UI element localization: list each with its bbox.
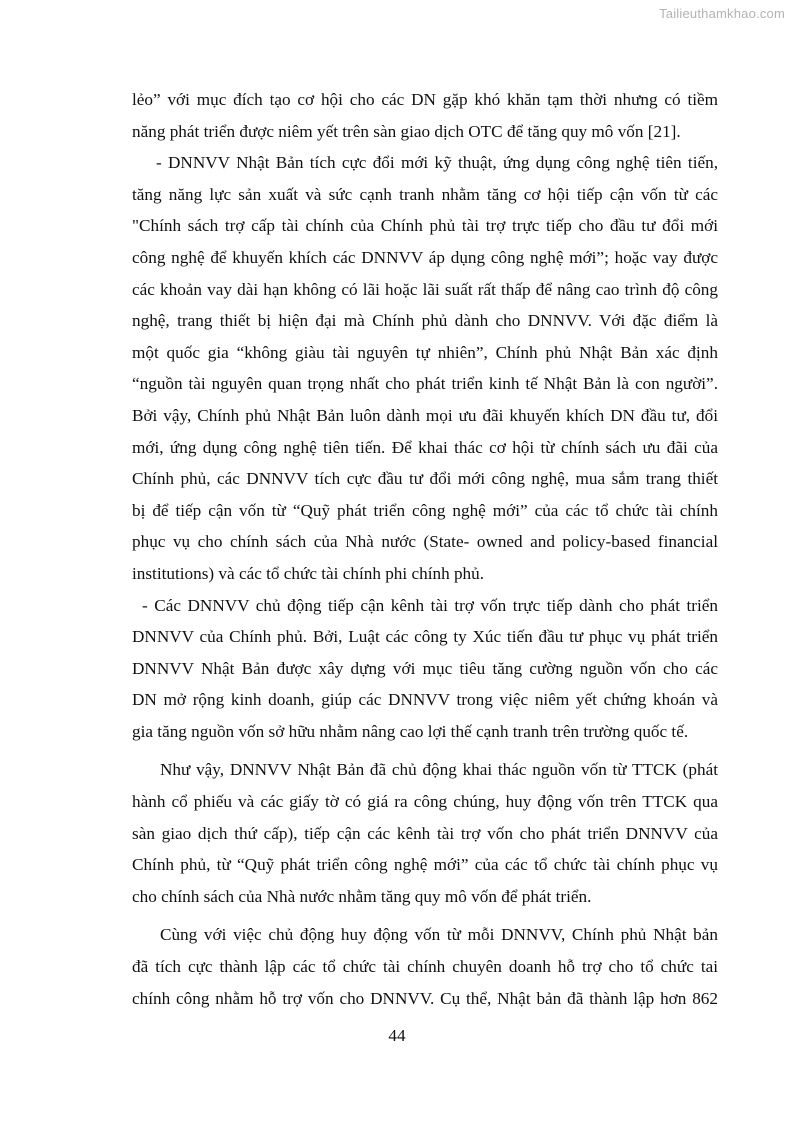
- text-line: năng phát triển được niêm yết trên sàn giao dịch OTC để tăng quy mô vốn [21].: [132, 121, 681, 141]
- paragraph-direct-funding: [132, 590, 718, 748]
- document-body: [132, 84, 718, 1014]
- text-line: công nghệ để khuyến khích các DNNVV áp dụng công nghệ mới”; hoặc vay được: [132, 247, 718, 267]
- text-line: đã tích cực thành lập các tổ chức tài chính chuyên doanh hỗ trợ cho tổ chức tai: [132, 957, 718, 977]
- text-line: mới, ứng dụng công nghệ tiên tiến. Để khai thác cơ hội từ chính sách ưu đãi của: [132, 437, 718, 457]
- text-line: lẻo” với mục đích tạo cơ hội cho các DN gặp khó khăn tạm thời nhưng có tiềm: [132, 90, 718, 109]
- watermark-text: Tailieuthamkhao.com: [659, 6, 785, 21]
- text-line: phục vụ cho chính sách của Nhà nước (State- owned and policy-based financial: [132, 532, 718, 552]
- text-line: Chính phủ, các DNNVV tích cực đầu tư đổi mới công nghệ, mua sắm trang thiết: [132, 469, 718, 489]
- text-line: chính công nhằm hỗ trợ vốn cho DNNVV. Cụ thể, Nhật bản đã thành lập hơn 862: [132, 988, 718, 1008]
- text-line: DNNVV Nhật Bản được xây dựng với mục tiêu tăng cường nguồn vốn cho các: [132, 658, 718, 678]
- text-line: Cùng với việc chủ động huy động vốn từ mỗi DNNVV, Chính phủ Nhật bản: [160, 925, 718, 945]
- text-line: hành cổ phiếu và các giấy tờ có giá ra công chúng, huy động vốn trên TTCK qua: [132, 792, 718, 812]
- text-line: nghệ, trang thiết bị hiện đại mà Chính phủ dành cho DNNVV. Với đặc điểm là: [132, 311, 718, 331]
- text-line: institutions) và các tổ chức tài chính phi chính phủ.: [132, 563, 485, 583]
- paragraph-summary: [132, 754, 718, 912]
- text-line: Bởi vậy, Chính phủ Nhật Bản luôn dành mọi ưu đãi khuyến khích DN đầu tư, đổi: [132, 405, 718, 425]
- paragraph-government-support: [132, 919, 718, 1014]
- page-number: 44: [388, 1026, 406, 1045]
- text-line: “nguồn tài nguyên quan trọng nhất cho phát triển kinh tế Nhật Bản là con người”.: [132, 374, 718, 394]
- text-line: tăng năng lực sản xuất và sức cạnh tranh nhằm tăng cơ hội tiếp cận vốn từ các: [132, 184, 718, 204]
- text-line: Như vậy, DNNVV Nhật Bản đã chủ động khai thác nguồn vốn từ TTCK (phát: [160, 760, 718, 780]
- text-line: cho chính sách của Nhà nước nhằm tăng quy mô vốn để phát triển.: [132, 886, 592, 906]
- paragraph-technology: [132, 147, 718, 589]
- text-line: gia tăng nguồn vốn sở hữu nhằm nâng cao lợi thế cạnh tranh trên trường quốc tế.: [132, 721, 689, 741]
- text-line: một quốc gia “không giàu tài nguyên tự nhiên”, Chính phủ Nhật Bản xác định: [132, 342, 718, 362]
- text-line: "Chính sách trợ cấp tài chính của Chính phủ tài trợ trực tiếp cho đầu tư đổi mới: [132, 216, 718, 236]
- text-line: các khoản vay dài hạn không có lãi hoặc lãi suất rất thấp để nâng cao trình độ công: [132, 279, 718, 299]
- text-line: DNNVV của Chính phủ. Bởi, Luật các công ty Xúc tiến đầu tư phục vụ phát triển: [132, 627, 718, 647]
- text-line: - DNNVV Nhật Bản tích cực đổi mới kỹ thuật, ứng dụng công nghệ tiên tiến,: [156, 153, 718, 173]
- text-line: - Các DNNVV chủ động tiếp cận kênh tài trợ vốn trực tiếp dành cho phát triển: [142, 595, 718, 615]
- text-line: DN mở rộng kinh doanh, giúp các DNNVV trong việc niêm yết chứng khoán và: [132, 690, 718, 710]
- text-line: Chính phủ, từ “Quỹ phát triển công nghệ mới” của các tổ chức tài chính phục vụ: [132, 855, 718, 875]
- text-line: bị để tiếp cận vốn từ “Quỹ phát triển công nghệ mới” của các tổ chức tài chính: [132, 500, 718, 520]
- paragraph-continuation: [132, 84, 718, 147]
- text-line: sàn giao dịch thứ cấp), tiếp cận các kênh tài trợ vốn cho phát triển DNNVV của: [132, 823, 718, 843]
